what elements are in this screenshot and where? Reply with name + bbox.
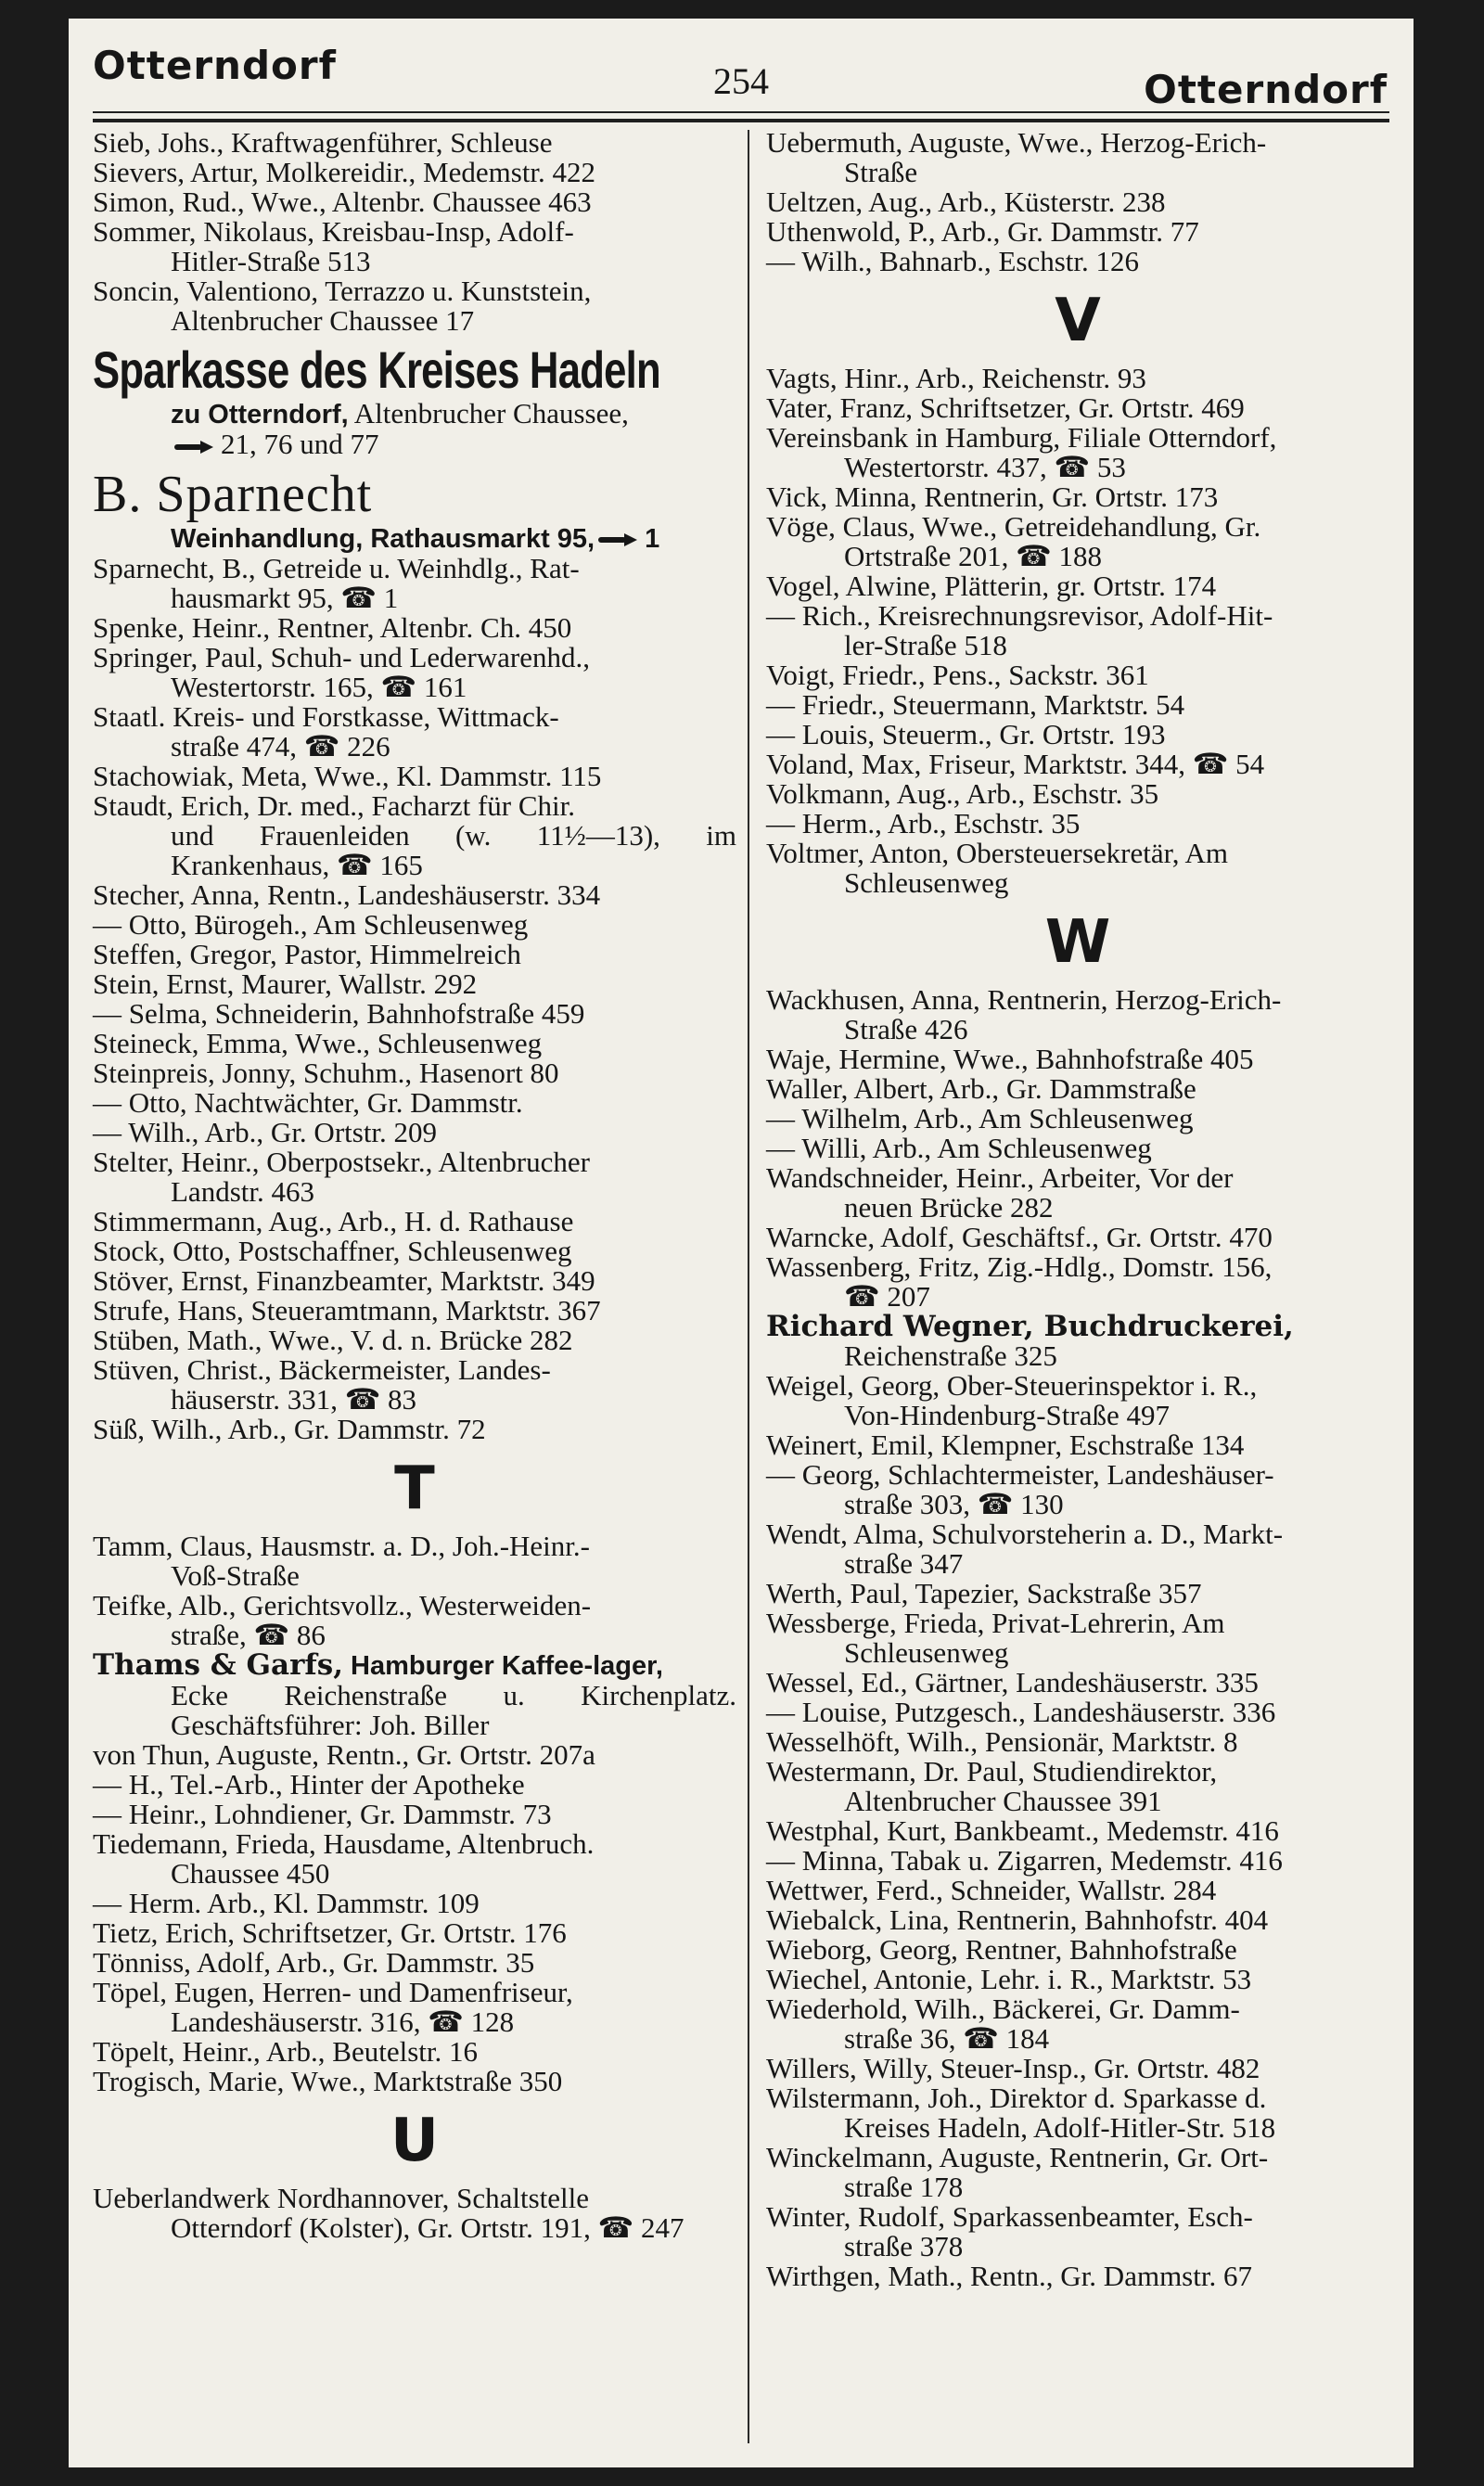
directory-entry [93,1978,736,2037]
entry-continuation: Chaussee 450 [171,1857,330,1890]
sparkasse-address: Altenbrucher Chaussee, [348,397,629,429]
entry-line: Volkmann, Aug., Arb., Eschstr. 35 [766,777,1159,810]
entry-continuation: straße 347 [844,1547,964,1580]
entries-v [766,364,1389,898]
entry-line: — Herm. Arb., Kl. Dammstr. 109 [93,1887,480,1919]
directory-entry [766,128,1389,187]
entry-line: Stöver, Ernst, Finanzbeamter, Marktstr. 349 [93,1264,595,1297]
directory-entry [766,187,1389,217]
entry-line: Staudt, Erich, Dr. med., Facharzt für Chir. [93,789,575,822]
entries-t-part2 [93,1740,736,2096]
entry-line: Wieborg, Georg, Rentner, Bahnhofstraße [766,1933,1237,1966]
entry-line: — Georg, Schlachtermeister, Landeshäuser- [766,1458,1274,1491]
directory-entry [766,1371,1389,1430]
section-letter-w: W [1044,908,1111,977]
directory-entry [93,940,736,969]
directory-entry [766,1163,1389,1223]
entry-line: Stüben, Math., Wwe., V. d. n. Brücke 282 [93,1324,573,1356]
running-head-left: Otterndorf [93,43,337,88]
directory-entry [93,1326,736,1355]
entry-line: Tiedemann, Frieda, Hausdame, Altenbruch. [93,1827,595,1860]
directory-entry [766,1430,1389,1460]
entry-line: Wiederhold, Wilh., Bäckerei, Gr. Damm- [766,1993,1240,2025]
directory-entry [766,1223,1389,1252]
entry-line: Teifke, Alb., Gerichtsvollz., Westerweiden- [93,1589,592,1621]
thams-garfs-business: Hamburger Kaffee-lager, [343,1651,663,1681]
entry-continuation: neuen Brücke 282 [844,1191,1054,1224]
directory-entry [766,1608,1389,1668]
entry-continuation: Voß-Straße [171,1559,300,1592]
directory-entry [93,1770,736,1800]
directory-entry [766,1876,1389,1905]
directory-entry [93,1918,736,1948]
directory-entry [93,910,736,940]
entry-line: Wesselhöft, Wilh., Pensionär, Marktstr. 8 [766,1725,1238,1758]
entry-line: Ueberlandwerk Nordhannover, Schaltstelle [93,2182,590,2214]
entry-line: Wendt, Alma, Schulvorsteherin a. D., Markt- [766,1518,1284,1550]
directory-entry [766,1757,1389,1816]
entry-continuation: Schleusenweg [844,866,1009,899]
directory-entry [766,1044,1389,1074]
directory-entry [766,247,1389,276]
running-head [69,37,1414,111]
directory-entry [766,779,1389,809]
entry-line: Vöge, Claus, Wwe., Getreidehandlung, Gr. [766,510,1261,543]
thams-garfs-entry [93,1650,736,1740]
directory-entry [766,1134,1389,1163]
directory-entry [766,423,1389,482]
entry-continuation: straße, ☎ 86 [171,1619,326,1651]
entry-line: Sievers, Artur, Molkereidir., Medemstr. 422 [93,156,596,188]
directory-entry [766,1994,1389,2054]
directory-entry [766,393,1389,423]
entry-line: Winckelmann, Auguste, Rentnerin, Gr. Ort- [766,2141,1269,2173]
entry-line: Vater, Franz, Schriftsetzer, Gr. Ortstr. 469 [766,391,1245,424]
sparkasse-banner-sub [93,399,736,459]
entry-line: Voland, Max, Friseur, Marktstr. 344, ☎ 54 [766,748,1265,780]
entry-line: — Wilh., Arb., Gr. Ortstr. 209 [93,1116,438,1148]
entry-line: von Thun, Auguste, Rentn., Gr. Ortstr. 207a [93,1738,595,1771]
entry-line: Sommer, Nikolaus, Kreisbau-Insp, Adolf- [93,215,574,248]
directory-entry [766,217,1389,247]
directory-entry [766,1965,1389,1994]
directory-entry [93,1147,736,1207]
sparnecht-heading: B. Sparnecht [93,466,373,523]
directory-entry [93,554,736,613]
directory-entry [766,571,1389,601]
entry-line: Steffen, Gregor, Pastor, Himmelreich [93,938,521,970]
entry-line: Wirthgen, Math., Rentn., Gr. Dammstr. 67 [766,2260,1252,2292]
entry-line: Wessel, Ed., Gärtner, Landeshäuserstr. 335 [766,1666,1259,1698]
entry-line: — Wilh., Bahnarb., Eschstr. 126 [766,245,1140,277]
entries-u-right [766,128,1389,276]
directory-entry [93,1591,736,1650]
entry-line: Weigel, Georg, Ober-Steuerinspektor i. R., [766,1369,1258,1402]
directory-entry [766,1846,1389,1876]
entry-continuation: Schleusenweg [844,1636,1009,1669]
directory-entry [93,2184,736,2243]
directory-entry [93,643,736,702]
entry-line: Wackhusen, Anna, Rentnerin, Herzog-Erich- [766,983,1282,1016]
entry-line: Voigt, Friedr., Pens., Sackstr. 361 [766,659,1149,691]
entry-continuation: Landeshäuserstr. 316, ☎ 128 [171,2005,515,2038]
directory-entry [93,1740,736,1770]
entries-w-part2 [766,1371,1389,2291]
entry-continuation: Straße 426 [844,1013,968,1045]
entry-line: Stein, Ernst, Maurer, Wallstr. 292 [93,967,478,1000]
entry-line: Uebermuth, Auguste, Wwe., Herzog-Erich- [766,126,1267,159]
entry-line: Stecher, Anna, Rentn., Landeshäuserstr. 334 [93,878,601,911]
directory-entry [766,809,1389,839]
directory-entry [93,1948,736,1978]
entries-t-part1 [93,1531,736,1650]
page-number: 254 [713,60,769,102]
entry-line: Vereinsbank in Hamburg, Filiale Otterndorf, [766,421,1277,454]
entry-line: — Louis, Steuerm., Gr. Ortstr. 193 [766,718,1166,750]
entry-line: Simon, Rud., Wwe., Altenbr. Chaussee 463 [93,186,592,218]
sparkasse-phone: 21, 76 und 77 [221,428,379,460]
directory-entry [766,1727,1389,1757]
entry-line: Wiechel, Antonie, Lehr. i. R., Marktstr. 53 [766,1963,1252,1995]
directory-entry [766,1579,1389,1608]
directory-entry [766,1519,1389,1579]
entry-continuation: häuserstr. 331, ☎ 83 [171,1383,417,1416]
entry-continuation: Westertorstr. 165, ☎ 161 [171,671,467,703]
directory-entry [766,2262,1389,2291]
directory-entry [766,1935,1389,1965]
entry-line: Sparnecht, B., Getreide u. Weinhdlg., Rat- [93,552,580,584]
entry-line: Spenke, Heinr., Rentner, Altenbr. Ch. 450 [93,611,572,644]
entry-line: Waller, Albert, Arb., Gr. Dammstraße [766,1072,1196,1105]
directory-entry [766,720,1389,750]
entry-line: Stimmermann, Aug., Arb., H. d. Rathause [93,1205,574,1237]
entry-line: Voltmer, Anton, Obersteuersekretär, Am [766,837,1228,869]
entry-line: Steinpreis, Jonny, Schuhm., Hasenort 80 [93,1057,559,1089]
entry-line: Strufe, Hans, Steueramtmann, Marktstr. 367 [93,1294,601,1326]
directory-entry [93,1118,736,1147]
running-head-right: Otterndorf [1144,67,1388,112]
directory-entry [93,880,736,910]
wegner-address: Reichenstraße 325 [844,1339,1057,1372]
entries-w-part1 [766,985,1389,1312]
entry-line: Steineck, Emma, Wwe., Schleusenweg [93,1027,543,1059]
directory-entry [766,750,1389,779]
directory-entry [766,2083,1389,2143]
entry-line: — Wilhelm, Arb., Am Schleusenweg [766,1102,1194,1134]
entry-line: — Heinr., Lohndiener, Gr. Dammstr. 73 [93,1798,552,1830]
entry-line: Stelter, Heinr., Oberpostsekr., Altenbrucher [93,1146,590,1178]
entry-line: Wiebalck, Lina, Rentnerin, Bahnhofstr. 404 [766,1903,1269,1936]
entries-s-part1 [93,128,736,336]
section-letter-v: V [1055,287,1101,355]
directory-entry [93,1207,736,1237]
entry-line: — Otto, Nachtwächter, Gr. Dammstr. [93,1086,523,1119]
directory-entry [93,1415,736,1444]
directory-entry [766,690,1389,720]
entries-u-left [93,2184,736,2243]
entry-line: Uthenwold, P., Arb., Gr. Dammstr. 77 [766,215,1199,248]
directory-entry [766,364,1389,393]
entry-continuation: ler-Straße 518 [844,629,1007,661]
entry-line: Wassenberg, Fritz, Zig.-Hdlg., Domstr. 156, [766,1250,1273,1283]
entry-line: Wettwer, Ferd., Schneider, Wallstr. 284 [766,1874,1217,1906]
entry-line: Stüven, Christ., Bäckermeister, Landes- [93,1353,551,1386]
sparkasse-banner: Sparkasse des Kreises Hadeln [93,340,660,399]
entry-continuation: Landstr. 463 [171,1175,314,1208]
column-divider [748,130,749,2443]
entry-line: Westphal, Kurt, Bankbeamt., Medemstr. 416 [766,1814,1279,1847]
entry-line: Vogel, Alwine, Plätterin, gr. Ortstr. 174 [766,570,1217,602]
entry-line: — Willi, Arb., Am Schleusenweg [766,1132,1152,1164]
entry-line: Wessberge, Frieda, Privat-Lehrerin, Am [766,1607,1225,1639]
entry-continuation: straße 178 [844,2171,964,2203]
wegner-name: Richard Wegner, Buchdruckerei, [766,1310,1294,1343]
telephone-icon [598,533,641,546]
entry-line: Stachowiak, Meta, Wwe., Kl. Dammstr. 115 [93,760,602,792]
section-letter-t: T [394,1454,435,1523]
directory-entry [93,1829,736,1889]
wegner-entry [766,1312,1389,1371]
directory-entry [93,158,736,187]
entry-line: Staatl. Kreis- und Forstkasse, Wittmack- [93,700,559,733]
entry-line: Soncin, Valentiono, Terrazzo u. Kunststein, [93,275,592,307]
entry-continuation: Hitler-Straße 513 [171,245,371,277]
directory-entry [766,1905,1389,1935]
entry-continuation: Altenbrucher Chaussee 17 [171,304,475,337]
sparkasse-location: zu Otterndorf, [171,400,349,429]
directory-entry [93,217,736,276]
entry-continuation: Ortstraße 201, ☎ 188 [844,540,1102,572]
directory-entry [766,482,1389,512]
entry-line: Ueltzen, Aug., Arb., Küsterstr. 238 [766,186,1166,218]
entry-line: — Louise, Putzgesch., Landeshäuserstr. 336 [766,1696,1276,1728]
directory-entry [766,1074,1389,1104]
directory-entry [766,1698,1389,1727]
directory-entry [93,1531,736,1591]
entry-line: Weinert, Emil, Klempner, Eschstraße 134 [766,1429,1245,1461]
directory-entry [766,1460,1389,1519]
directory-entry [766,985,1389,1044]
directory-entry [93,1296,736,1326]
directory-entry [93,1058,736,1088]
entry-line: Süß, Wilh., Arb., Gr. Dammstr. 72 [93,1413,486,1445]
directory-entry [766,1816,1389,1846]
entries-s-part2 [93,554,736,1444]
entry-continuation: straße 36, ☎ 184 [844,2022,1050,2055]
directory-entry [766,839,1389,898]
directory-entry [93,1088,736,1118]
entry-line: — Rich., Kreisrechnungsrevisor, Adolf-Hit- [766,599,1273,632]
entry-line: — Selma, Schneiderin, Bahnhofstraße 459 [93,997,585,1030]
section-letter-u: U [390,2107,439,2175]
directory-entry [93,613,736,643]
entry-line: Werth, Paul, Tapezier, Sackstraße 357 [766,1577,1202,1609]
directory-entry [766,2054,1389,2083]
directory-entry [93,1266,736,1296]
entry-line: Wandschneider, Heinr., Arbeiter, Vor der [766,1161,1234,1194]
sparnecht-subheading [93,524,736,554]
entry-line: Vick, Minna, Rentnerin, Gr. Ortstr. 173 [766,481,1219,513]
entry-line: Töpel, Eugen, Herren- und Damenfriseur, [93,1976,573,2008]
directory-entry [766,512,1389,571]
entry-line: — Friedr., Steuermann, Marktstr. 54 [766,688,1185,721]
directory-entry [93,1237,736,1266]
entry-continuation: und Frauenleiden (w. 11½—13), im Krankenhaus, ☎ 165 [171,819,736,881]
entry-line: Sieb, Johs., Kraftwagenführer, Schleuse [93,126,553,159]
left-column [93,128,736,2243]
right-column [766,128,1389,2291]
header-rule-thick [93,119,1389,122]
entry-line: Stock, Otto, Postschaffner, Schleusenweg [93,1235,572,1267]
sparnecht-phone: 1 [645,524,660,554]
directory-entry [766,2202,1389,2262]
directory-entry [766,660,1389,690]
entry-line: — Minna, Tabak u. Zigarren, Medemstr. 416 [766,1844,1283,1877]
directory-entry [93,1029,736,1058]
directory-entry [93,702,736,762]
directory-entry [93,762,736,791]
directory-entry [93,1355,736,1415]
directory-entry [93,128,736,158]
entry-continuation: hausmarkt 95, ☎ 1 [171,582,399,614]
directory-entry [93,2037,736,2067]
entry-line: Springer, Paul, Schuh- und Lederwarenhd., [93,641,590,673]
directory-entry [93,791,736,880]
thams-garfs-name: Thams & Garfs, [93,1648,343,1682]
entry-continuation: Von-Hindenburg-Straße 497 [844,1399,1171,1431]
entry-line: Waje, Hermine, Wwe., Bahnhofstraße 405 [766,1043,1254,1075]
entry-continuation: Westertorstr. 437, ☎ 53 [844,451,1126,483]
directory-entry [93,999,736,1029]
directory-entry [766,601,1389,660]
directory-entry [93,2067,736,2096]
entry-continuation: ☎ 207 [844,1280,930,1313]
directory-entry [766,2143,1389,2202]
entry-line: Winter, Rudolf, Sparkassenbeamter, Esch- [766,2200,1253,2233]
entry-continuation: straße 378 [844,2230,964,2262]
entry-line: — Herm., Arb., Eschstr. 35 [766,807,1081,839]
entry-line: Tönniss, Adolf, Arb., Gr. Dammstr. 35 [93,1946,535,1979]
entry-continuation: Straße [844,156,918,188]
directory-entry [93,1889,736,1918]
directory-entry [766,1104,1389,1134]
directory-entry [93,1800,736,1829]
directory-entry [766,1668,1389,1698]
entry-line: — H., Tel.-Arb., Hinter der Apotheke [93,1768,525,1800]
entry-line: — Otto, Bürogeh., Am Schleusenweg [93,908,529,941]
entry-line: Wilstermann, Joh., Direktor d. Sparkasse d. [766,2082,1267,2114]
entry-line: Vagts, Hinr., Arb., Reichenstr. 93 [766,362,1146,394]
entry-line: Westermann, Dr. Paul, Studiendirektor, [766,1755,1218,1788]
entry-line: Willers, Willy, Steuer-Insp., Gr. Ortstr. 482 [766,2052,1260,2084]
entry-line: Warncke, Adolf, Geschäftsf., Gr. Ortstr. 470 [766,1221,1273,1253]
entry-continuation: Kreises Hadeln, Adolf-Hitler-Str. 518 [844,2111,1276,2144]
thams-garfs-detail: Ecke Reichenstraße u. Kirchenplatz. Geschäftsführer: Joh. Biller [171,1679,736,1741]
entry-continuation: straße 303, ☎ 130 [844,1488,1064,1520]
directory-entry [93,969,736,999]
entry-line: Töpelt, Heinr., Arb., Beutelstr. 16 [93,2035,479,2068]
telephone-icon [174,441,217,454]
directory-entry [766,1252,1389,1312]
entry-line: Tamm, Claus, Hausmstr. a. D., Joh.-Heinr.- [93,1530,590,1562]
entry-line: Trogisch, Marie, Wwe., Marktstraße 350 [93,2065,563,2097]
entry-continuation: Otterndorf (Kolster), Gr. Ortstr. 191, ☎ 247 [171,2211,684,2244]
header-rule [93,111,1389,113]
directory-entry [93,276,736,336]
sparnecht-business: Weinhandlung, Rathausmarkt 95, [171,524,595,554]
entry-continuation: straße 474, ☎ 226 [171,730,390,762]
entry-continuation: Altenbrucher Chaussee 391 [844,1785,1162,1817]
directory-page [69,19,1414,2467]
directory-entry [93,187,736,217]
entry-line: Tietz, Erich, Schriftsetzer, Gr. Ortstr. 176 [93,1916,567,1949]
